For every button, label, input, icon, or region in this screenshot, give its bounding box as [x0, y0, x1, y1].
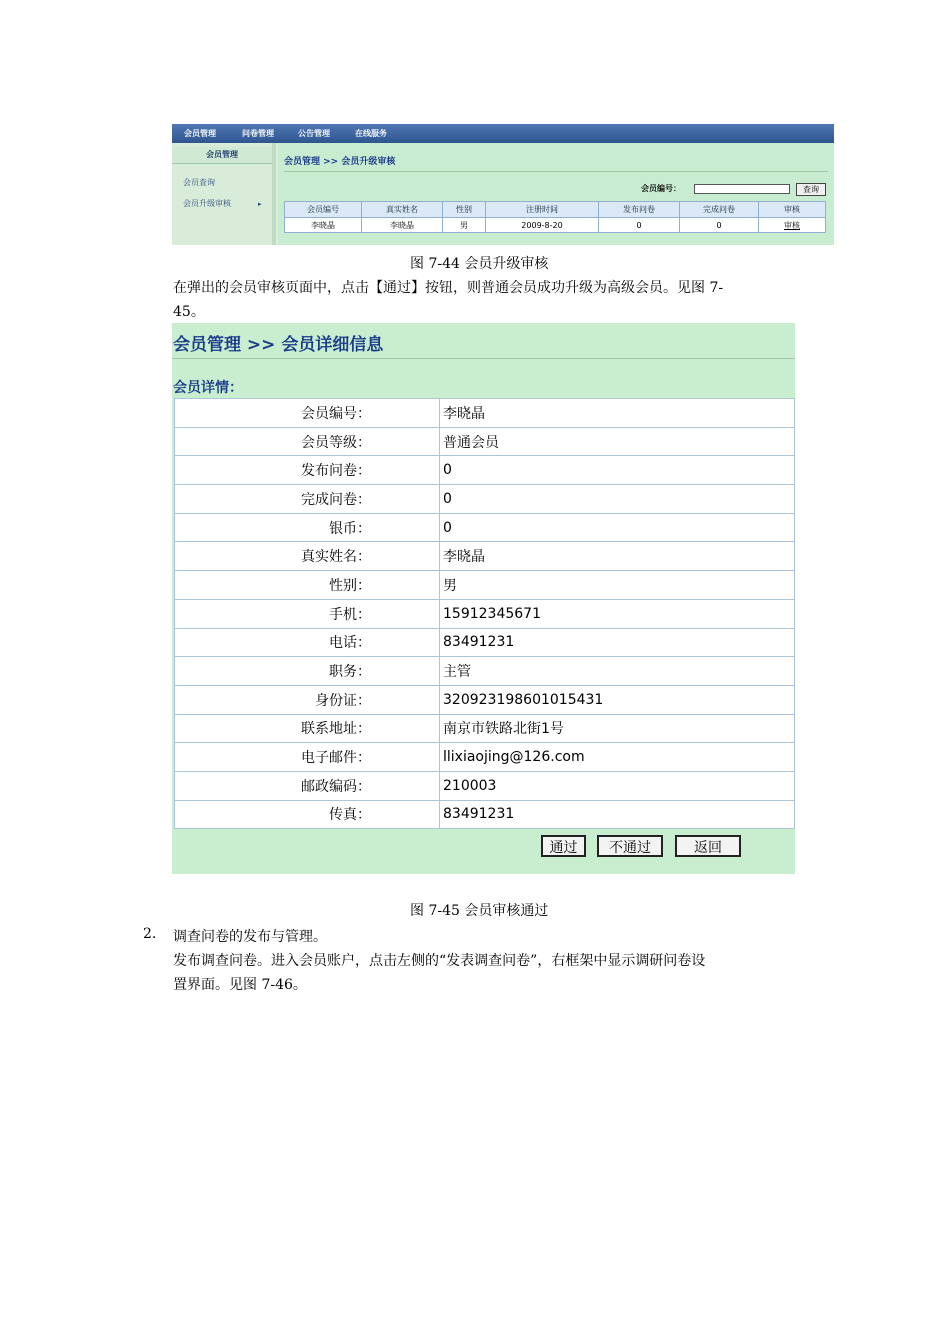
- field-value: 83491231: [440, 800, 795, 829]
- member-table: [284, 201, 826, 233]
- table-row: [175, 714, 795, 743]
- member-id-search-input[interactable]: [694, 184, 790, 194]
- sidebar-title: 会员管理: [172, 147, 272, 164]
- paragraph-line: 置界面。见图 7-46。: [173, 977, 307, 993]
- field-value: 李晓晶: [440, 542, 795, 571]
- nav-announcement-management[interactable]: 公告管理: [298, 129, 330, 138]
- field-value: 0: [440, 456, 795, 485]
- list-number: 2.: [143, 926, 157, 942]
- field-value: 男: [440, 571, 795, 600]
- table-row: [175, 399, 795, 428]
- field-value: 83491231: [440, 628, 795, 657]
- breadcrumb-divider: [284, 171, 828, 172]
- column-header: 真实姓名: [362, 202, 443, 218]
- table-row: [175, 456, 795, 485]
- table-cell: 0: [599, 218, 680, 233]
- field-value: llixiaojing@126.com: [440, 743, 795, 772]
- paragraph-line: 发布调查问卷。进入会员账户，点击左侧的“发表调查问卷”，右框架中显示调研问卷设: [173, 953, 706, 969]
- pass-button[interactable]: 通过: [541, 835, 586, 857]
- field-label: 性别：: [175, 571, 440, 600]
- main-panel: [278, 143, 834, 245]
- table-row: [175, 427, 795, 456]
- table-row: [175, 542, 795, 571]
- search-label: 会员编号：: [641, 184, 681, 193]
- field-label: 职务：: [175, 657, 440, 686]
- paragraph-line: 在弹出的会员审核页面中，点击【通过】按钮，则普通会员成功升级为高级会员。见图 7-: [173, 280, 724, 296]
- table-cell: 李晓晶: [285, 218, 362, 233]
- field-label: 传真：: [175, 800, 440, 829]
- table-row: [175, 743, 795, 772]
- field-value: 南京市铁路北街1号: [440, 714, 795, 743]
- paragraph-line: 45。: [173, 304, 205, 320]
- list-item-title: 调查问卷的发布与管理。: [173, 929, 327, 945]
- field-label: 真实姓名：: [175, 542, 440, 571]
- field-value: 0: [440, 513, 795, 542]
- nav-member-management[interactable]: 会员管理: [184, 129, 216, 138]
- column-header: 性别: [443, 202, 486, 218]
- arrow-right-icon: ▸: [258, 200, 262, 208]
- field-value: 主管: [440, 657, 795, 686]
- table-cell: 男: [443, 218, 486, 233]
- figure-caption-7-45: 图 7-45 会员审核通过: [410, 903, 549, 919]
- table-row: [175, 485, 795, 514]
- top-navigation-bar: [172, 124, 834, 143]
- member-detail-table: [174, 398, 795, 829]
- field-label: 联系地址：: [175, 714, 440, 743]
- field-value: 普通会员: [440, 427, 795, 456]
- field-label: 完成问卷：: [175, 485, 440, 514]
- back-button[interactable]: 返回: [675, 835, 741, 857]
- table-cell: 李晓晶: [362, 218, 443, 233]
- field-label: 电话：: [175, 628, 440, 657]
- field-value: 320923198601015431: [440, 685, 795, 714]
- column-header: 会员编号: [285, 202, 362, 218]
- search-button[interactable]: 查询: [796, 183, 826, 196]
- table-row: [285, 218, 826, 233]
- reject-button[interactable]: 不通过: [597, 835, 663, 857]
- field-label: 邮政编码：: [175, 771, 440, 800]
- field-label: 手机：: [175, 599, 440, 628]
- member-upgrade-review-screenshot: [172, 124, 834, 245]
- table-cell: 0: [680, 218, 759, 233]
- field-value: 15912345671: [440, 599, 795, 628]
- nav-questionnaire-management[interactable]: 问卷管理: [242, 129, 274, 138]
- table-row: [175, 657, 795, 686]
- column-header: 注册时间: [486, 202, 599, 218]
- field-value: 李晓晶: [440, 399, 795, 428]
- column-header: 审核: [759, 202, 826, 218]
- field-label: 会员等级：: [175, 427, 440, 456]
- field-value: 210003: [440, 771, 795, 800]
- section-title: 会员详情：: [173, 380, 243, 396]
- table-cell: 2009-8-20: [486, 218, 599, 233]
- table-row: [175, 800, 795, 829]
- sidebar-item-member-query[interactable]: 会员查询: [183, 178, 215, 187]
- table-row: [175, 628, 795, 657]
- breadcrumb: 会员管理 >> 会员升级审核: [284, 157, 396, 167]
- column-header: 完成问卷: [680, 202, 759, 218]
- table-row: [175, 771, 795, 800]
- field-label: 身份证：: [175, 685, 440, 714]
- table-row: [175, 685, 795, 714]
- nav-online-service[interactable]: 在线服务: [355, 129, 387, 138]
- sidebar-item-upgrade-review[interactable]: 会员升级审核: [183, 199, 231, 208]
- sidebar: [172, 143, 276, 245]
- title-divider: [172, 358, 795, 359]
- column-header: 发布问卷: [599, 202, 680, 218]
- page-title: 会员管理 >> 会员详细信息: [173, 335, 384, 355]
- table-row: [175, 571, 795, 600]
- field-label: 会员编号：: [175, 399, 440, 428]
- table-row: [175, 599, 795, 628]
- table-row: [175, 513, 795, 542]
- field-value: 0: [440, 485, 795, 514]
- review-link[interactable]: 审核: [759, 218, 826, 233]
- member-detail-screenshot: [172, 323, 795, 874]
- field-label: 电子邮件：: [175, 743, 440, 772]
- field-label: 发布问卷：: [175, 456, 440, 485]
- figure-caption-7-44: 图 7-44 会员升级审核: [410, 256, 549, 272]
- table-header-row: [285, 202, 826, 218]
- field-label: 银币：: [175, 513, 440, 542]
